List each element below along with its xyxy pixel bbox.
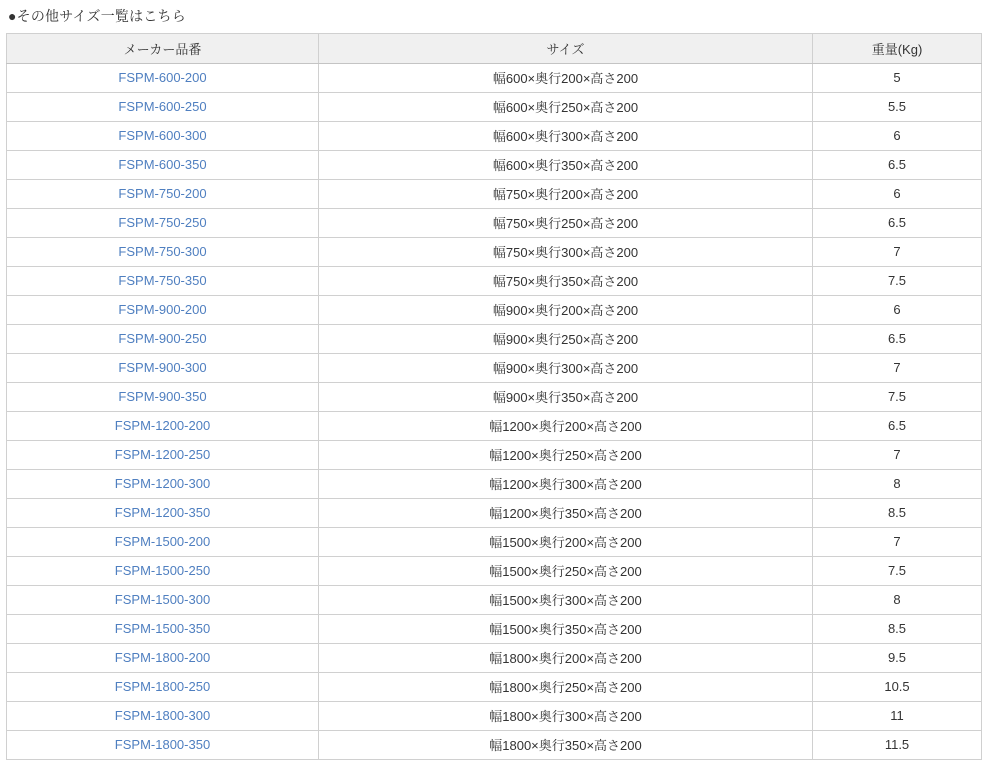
cell-weight: 6.5 (813, 208, 982, 237)
cell-size: 幅1800×奥行300×高さ200 (319, 701, 813, 730)
cell-model-number[interactable]: FSPM-750-350 (7, 266, 319, 295)
table-row (7, 701, 982, 730)
cell-size: 幅1200×奥行300×高さ200 (319, 469, 813, 498)
table-row (7, 440, 982, 469)
table-row (7, 237, 982, 266)
cell-model-number[interactable]: FSPM-1500-200 (7, 527, 319, 556)
cell-model-number[interactable]: FSPM-1200-250 (7, 440, 319, 469)
cell-model-number[interactable]: FSPM-900-200 (7, 295, 319, 324)
cell-size: 幅750×奥行200×高さ200 (319, 179, 813, 208)
cell-size: 幅1200×奥行350×高さ200 (319, 498, 813, 527)
cell-weight: 7.5 (813, 382, 982, 411)
cell-weight: 11.5 (813, 730, 982, 759)
cell-model-number[interactable]: FSPM-750-200 (7, 179, 319, 208)
table-row (7, 208, 982, 237)
cell-size: 幅1500×奥行250×高さ200 (319, 556, 813, 585)
cell-model-number[interactable]: FSPM-600-200 (7, 63, 319, 92)
column-header-model: メーカー品番 (7, 33, 319, 63)
cell-model-number[interactable]: FSPM-1800-300 (7, 701, 319, 730)
cell-weight: 9.5 (813, 643, 982, 672)
table-row (7, 295, 982, 324)
cell-weight: 7.5 (813, 556, 982, 585)
table-row (7, 585, 982, 614)
table-row (7, 672, 982, 701)
cell-size: 幅900×奥行350×高さ200 (319, 382, 813, 411)
cell-weight: 7 (813, 237, 982, 266)
cell-size: 幅1500×奥行300×高さ200 (319, 585, 813, 614)
cell-size: 幅750×奥行300×高さ200 (319, 237, 813, 266)
page-title: ●その他サイズ一覧はこちら (8, 8, 186, 24)
cell-size: 幅750×奥行350×高さ200 (319, 266, 813, 295)
table-row (7, 121, 982, 150)
table-body (7, 63, 982, 759)
cell-model-number[interactable]: FSPM-900-300 (7, 353, 319, 382)
cell-weight: 6 (813, 121, 982, 150)
cell-model-number[interactable]: FSPM-1500-300 (7, 585, 319, 614)
cell-weight: 8 (813, 469, 982, 498)
table-row (7, 556, 982, 585)
cell-model-number[interactable]: FSPM-750-250 (7, 208, 319, 237)
cell-size: 幅750×奥行250×高さ200 (319, 208, 813, 237)
cell-model-number[interactable]: FSPM-1500-350 (7, 614, 319, 643)
cell-weight: 8.5 (813, 498, 982, 527)
cell-model-number[interactable]: FSPM-600-300 (7, 121, 319, 150)
table-row (7, 382, 982, 411)
cell-size: 幅600×奥行300×高さ200 (319, 121, 813, 150)
cell-weight: 7 (813, 527, 982, 556)
cell-weight: 10.5 (813, 672, 982, 701)
cell-size: 幅1200×奥行250×高さ200 (319, 440, 813, 469)
table-row (7, 63, 982, 92)
table-row (7, 643, 982, 672)
cell-model-number[interactable]: FSPM-1800-200 (7, 643, 319, 672)
cell-model-number[interactable]: FSPM-1200-200 (7, 411, 319, 440)
cell-size: 幅600×奥行200×高さ200 (319, 63, 813, 92)
table-row (7, 730, 982, 759)
cell-size: 幅1500×奥行200×高さ200 (319, 527, 813, 556)
cell-size: 幅900×奥行300×高さ200 (319, 353, 813, 382)
cell-model-number[interactable]: FSPM-600-350 (7, 150, 319, 179)
cell-weight: 6 (813, 295, 982, 324)
cell-weight: 6.5 (813, 324, 982, 353)
cell-model-number[interactable]: FSPM-1800-350 (7, 730, 319, 759)
table-row (7, 353, 982, 382)
cell-model-number[interactable]: FSPM-1200-350 (7, 498, 319, 527)
cell-model-number[interactable]: FSPM-900-350 (7, 382, 319, 411)
cell-weight: 5 (813, 63, 982, 92)
cell-model-number[interactable]: FSPM-1800-250 (7, 672, 319, 701)
cell-model-number[interactable]: FSPM-750-300 (7, 237, 319, 266)
cell-weight: 8.5 (813, 614, 982, 643)
cell-weight: 6.5 (813, 411, 982, 440)
table-row (7, 469, 982, 498)
cell-size: 幅600×奥行350×高さ200 (319, 150, 813, 179)
cell-size: 幅900×奥行250×高さ200 (319, 324, 813, 353)
cell-model-number[interactable]: FSPM-1200-300 (7, 469, 319, 498)
column-header-size: サイズ (319, 33, 813, 63)
table-header-row (7, 33, 982, 63)
size-table (6, 33, 982, 760)
table-row (7, 498, 982, 527)
cell-weight: 8 (813, 585, 982, 614)
cell-size: 幅900×奥行200×高さ200 (319, 295, 813, 324)
cell-weight: 6 (813, 179, 982, 208)
cell-size: 幅1500×奥行350×高さ200 (319, 614, 813, 643)
table-row (7, 150, 982, 179)
cell-size: 幅1800×奥行200×高さ200 (319, 643, 813, 672)
table-row (7, 411, 982, 440)
cell-size: 幅600×奥行250×高さ200 (319, 92, 813, 121)
table-row (7, 527, 982, 556)
cell-size: 幅1800×奥行350×高さ200 (319, 730, 813, 759)
cell-weight: 11 (813, 701, 982, 730)
column-header-weight: 重量(Kg) (813, 33, 982, 63)
cell-model-number[interactable]: FSPM-600-250 (7, 92, 319, 121)
cell-size: 幅1800×奥行250×高さ200 (319, 672, 813, 701)
cell-size: 幅1200×奥行200×高さ200 (319, 411, 813, 440)
cell-weight: 7 (813, 440, 982, 469)
cell-weight: 7 (813, 353, 982, 382)
table-row (7, 266, 982, 295)
cell-model-number[interactable]: FSPM-900-250 (7, 324, 319, 353)
cell-weight: 5.5 (813, 92, 982, 121)
cell-model-number[interactable]: FSPM-1500-250 (7, 556, 319, 585)
table-header (7, 33, 982, 63)
table-row (7, 324, 982, 353)
table-row (7, 179, 982, 208)
size-table-container (0, 33, 989, 760)
table-row (7, 92, 982, 121)
cell-weight: 6.5 (813, 150, 982, 179)
table-row (7, 614, 982, 643)
cell-weight: 7.5 (813, 266, 982, 295)
